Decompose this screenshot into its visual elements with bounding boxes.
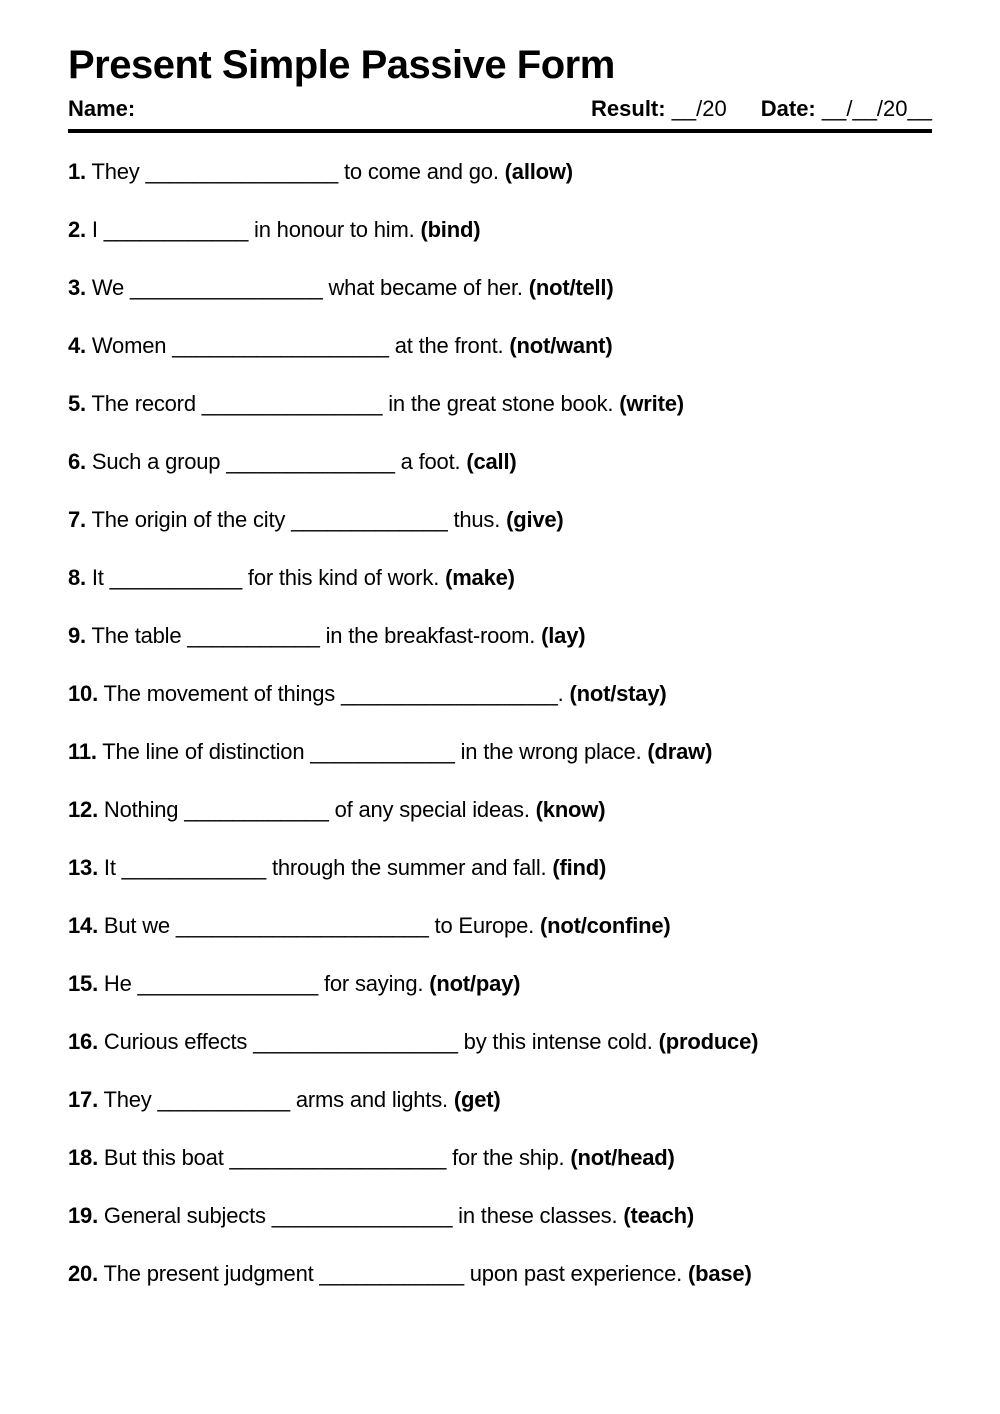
exercise-text: But we _____________________ to Europe. <box>103 913 535 938</box>
exercise-number: 8. <box>68 565 86 590</box>
exercise-text: Such a group ______________ a foot. <box>91 449 461 474</box>
exercise-number: 5. <box>68 391 86 416</box>
exercise-text: The movement of things __________________. <box>103 681 564 706</box>
exercise-text: But this boat __________________ for the ship. <box>103 1145 565 1170</box>
exercise-text: They ___________ arms and lights. <box>103 1087 448 1112</box>
exercise-text: Curious effects _________________ by this intense cold. <box>103 1029 653 1054</box>
exercise-number: 1. <box>68 159 86 184</box>
exercise-item <box>68 797 932 823</box>
exercise-number: 15. <box>68 971 98 996</box>
exercise-verb: (not/head) <box>570 1145 675 1170</box>
exercise-text: We ________________ what became of her. <box>91 275 523 300</box>
exercise-number: 2. <box>68 217 86 242</box>
exercise-verb: (allow) <box>504 159 573 184</box>
exercise-number: 16. <box>68 1029 98 1054</box>
exercise-number: 17. <box>68 1087 98 1112</box>
exercise-verb: (not/confine) <box>539 913 671 938</box>
exercise-text: The present judgment ____________ upon past experience. <box>103 1261 683 1286</box>
exercise-verb: (give) <box>506 507 564 532</box>
exercise-item <box>68 913 932 939</box>
exercise-item <box>68 1203 932 1229</box>
header-right <box>591 96 932 122</box>
exercise-number: 6. <box>68 449 86 474</box>
exercise-verb: (not/pay) <box>429 971 521 996</box>
exercise-number: 14. <box>68 913 98 938</box>
exercise-item <box>68 217 932 243</box>
exercise-item <box>68 391 932 417</box>
exercise-verb: (call) <box>466 449 517 474</box>
exercise-item <box>68 507 932 533</box>
exercise-text: The table ___________ in the breakfast-room. <box>91 623 536 648</box>
exercise-list <box>68 159 932 1287</box>
exercise-verb: (make) <box>445 565 515 590</box>
exercise-verb: (write) <box>619 391 684 416</box>
exercise-item <box>68 855 932 881</box>
exercise-verb: (teach) <box>623 1203 695 1228</box>
exercise-text: Nothing ____________ of any special ideas. <box>103 797 530 822</box>
exercise-number: 19. <box>68 1203 98 1228</box>
exercise-item <box>68 333 932 359</box>
exercise-number: 3. <box>68 275 86 300</box>
exercise-number: 11. <box>68 739 97 764</box>
header-row <box>68 96 932 122</box>
exercise-item <box>68 565 932 591</box>
exercise-text: General subjects _______________ in these classes. <box>103 1203 618 1228</box>
exercise-number: 4. <box>68 333 86 358</box>
exercise-item <box>68 623 932 649</box>
exercise-number: 7. <box>68 507 86 532</box>
exercise-verb: (produce) <box>658 1029 759 1054</box>
exercise-verb: (bind) <box>420 217 481 242</box>
exercise-verb: (not/tell) <box>528 275 614 300</box>
exercise-verb: (not/want) <box>509 333 613 358</box>
exercise-number: 12. <box>68 797 98 822</box>
exercise-number: 20. <box>68 1261 98 1286</box>
exercise-verb: (not/stay) <box>569 681 667 706</box>
page-title: Present Simple Passive Form <box>68 43 615 87</box>
result-label: Result: <box>591 96 666 121</box>
exercise-text: The line of distinction ____________ in the wrong place. <box>102 739 642 764</box>
exercise-verb: (lay) <box>541 623 586 648</box>
exercise-text: The record _______________ in the great stone book. <box>91 391 614 416</box>
date-label: Date: <box>760 96 816 121</box>
exercise-text: The origin of the city _____________ thus. <box>91 507 501 532</box>
exercise-number: 18. <box>68 1145 98 1170</box>
exercise-verb: (find) <box>552 855 607 880</box>
exercise-text: I ____________ in honour to him. <box>91 217 415 242</box>
exercise-item <box>68 1145 932 1171</box>
exercise-text: It ____________ through the summer and fall. <box>103 855 547 880</box>
exercise-item <box>68 739 932 765</box>
exercise-number: 13. <box>68 855 98 880</box>
exercise-item <box>68 1261 932 1287</box>
exercise-number: 9. <box>68 623 86 648</box>
exercise-item <box>68 1087 932 1113</box>
exercise-verb: (draw) <box>647 739 713 764</box>
exercise-text: He _______________ for saying. <box>103 971 424 996</box>
exercise-item <box>68 1029 932 1055</box>
exercise-item <box>68 275 932 301</box>
exercise-text: Women __________________ at the front. <box>91 333 504 358</box>
exercise-item <box>68 681 932 707</box>
exercise-verb: (base) <box>687 1261 752 1286</box>
exercise-verb: (get) <box>453 1087 501 1112</box>
exercise-item <box>68 971 932 997</box>
header-divider <box>68 129 932 133</box>
date-value: __/__/20__ <box>815 96 932 121</box>
result-value: __/20 <box>665 96 727 121</box>
exercise-number: 10. <box>68 681 98 706</box>
exercise-verb: (know) <box>535 797 606 822</box>
exercise-item <box>68 159 932 185</box>
exercise-text: It ___________ for this kind of work. <box>91 565 440 590</box>
name-label: Name: <box>68 96 136 121</box>
exercise-text: They ________________ to come and go. <box>91 159 499 184</box>
exercise-item <box>68 449 932 475</box>
